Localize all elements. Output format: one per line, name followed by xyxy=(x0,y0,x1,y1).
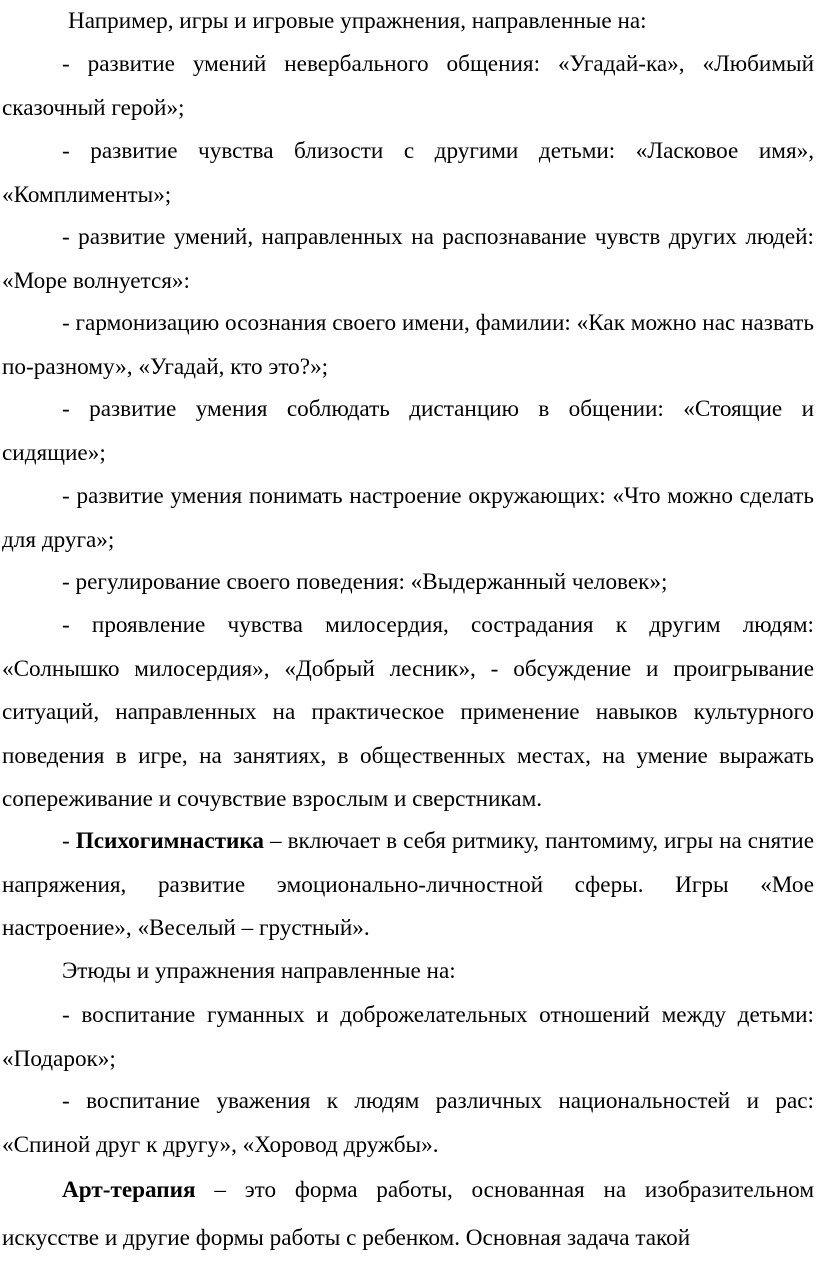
paragraph-recognition xyxy=(2,216,814,303)
paragraph-behavior xyxy=(2,561,814,605)
paragraph-text: - развитие умений, направленных на распознавание чувств других людей: «Море волнуется»: xyxy=(2,224,814,294)
paragraph-text: Например, игры и игровые упражнения, направленные на: xyxy=(68,8,647,34)
paragraph-nonverbal xyxy=(2,43,814,130)
paragraph-humane xyxy=(2,994,814,1081)
paragraph-text: Этюды и упражнения направленные на: xyxy=(62,958,456,984)
paragraph-mood xyxy=(2,475,814,562)
paragraph-text: – это форма работы, основанная на изобразительном искусстве и другие формы работы с ребенком. Основная задача такой xyxy=(2,1177,814,1251)
paragraph-text: - гармонизацию осознания своего имени, фамилии: «Как можно нас назвать по-разному», «Угадай, кто это?»; xyxy=(2,310,814,380)
term-art-therapy: Арт-терапия xyxy=(62,1177,196,1203)
term-psychogymnastics: Психогимнастика xyxy=(75,828,264,854)
paragraph-text: - проявление чувства милосердия, сострадания к другим людям: «Солнышко милосердия», «Добрый лесник», - обсуждение и проигрывание ситуаций, направленных на практическое применение навыков культурного поведения в игре, на занятиях, в общественных местах, на умение выражать сопереживание и сочувствие взрослым и сверстникам. xyxy=(2,612,814,812)
paragraph-text: - развитие умений невербального общения: «Угадай-ка», «Любимый сказочный герой»; xyxy=(2,51,814,121)
paragraph-text: - развитие умения понимать настроение окружающих: «Что можно сделать для друга»; xyxy=(2,483,814,553)
paragraph-text: – включает в себя ритмику, пантомиму, игры на снятие напряжения, развитие эмоционально-личностной сферы. Игры «Мое настроение», «Веселый – грустный». xyxy=(2,828,814,941)
paragraph-name-awareness xyxy=(2,302,814,389)
paragraph-art-therapy xyxy=(2,1166,814,1262)
paragraph-text: - воспитание уважения к людям различных национальностей и рас: «Спиной друг к другу», «Хоровод дружбы». xyxy=(2,1088,814,1158)
paragraph-text: - развитие умения соблюдать дистанцию в общении: «Стоящие и сидящие»; xyxy=(2,396,814,466)
paragraph-text: - регулирование своего поведения: «Выдержанный человек»; xyxy=(62,569,668,595)
paragraph-text: - развитие чувства близости с другими детьми: «Ласковое имя», «Комплименты»; xyxy=(2,138,814,208)
paragraph-distance xyxy=(2,388,814,475)
paragraph-mercy xyxy=(2,604,814,822)
paragraph-closeness xyxy=(2,130,814,217)
paragraph-psychogymnastics xyxy=(2,820,814,951)
paragraph-prefix: - xyxy=(62,828,76,854)
paragraph-etudes-intro xyxy=(2,950,814,994)
paragraph-intro xyxy=(2,0,814,44)
paragraph-respect xyxy=(2,1080,814,1167)
paragraph-text: - воспитание гуманных и доброжелательных отношений между детьми: «Подарок»; xyxy=(2,1002,814,1072)
